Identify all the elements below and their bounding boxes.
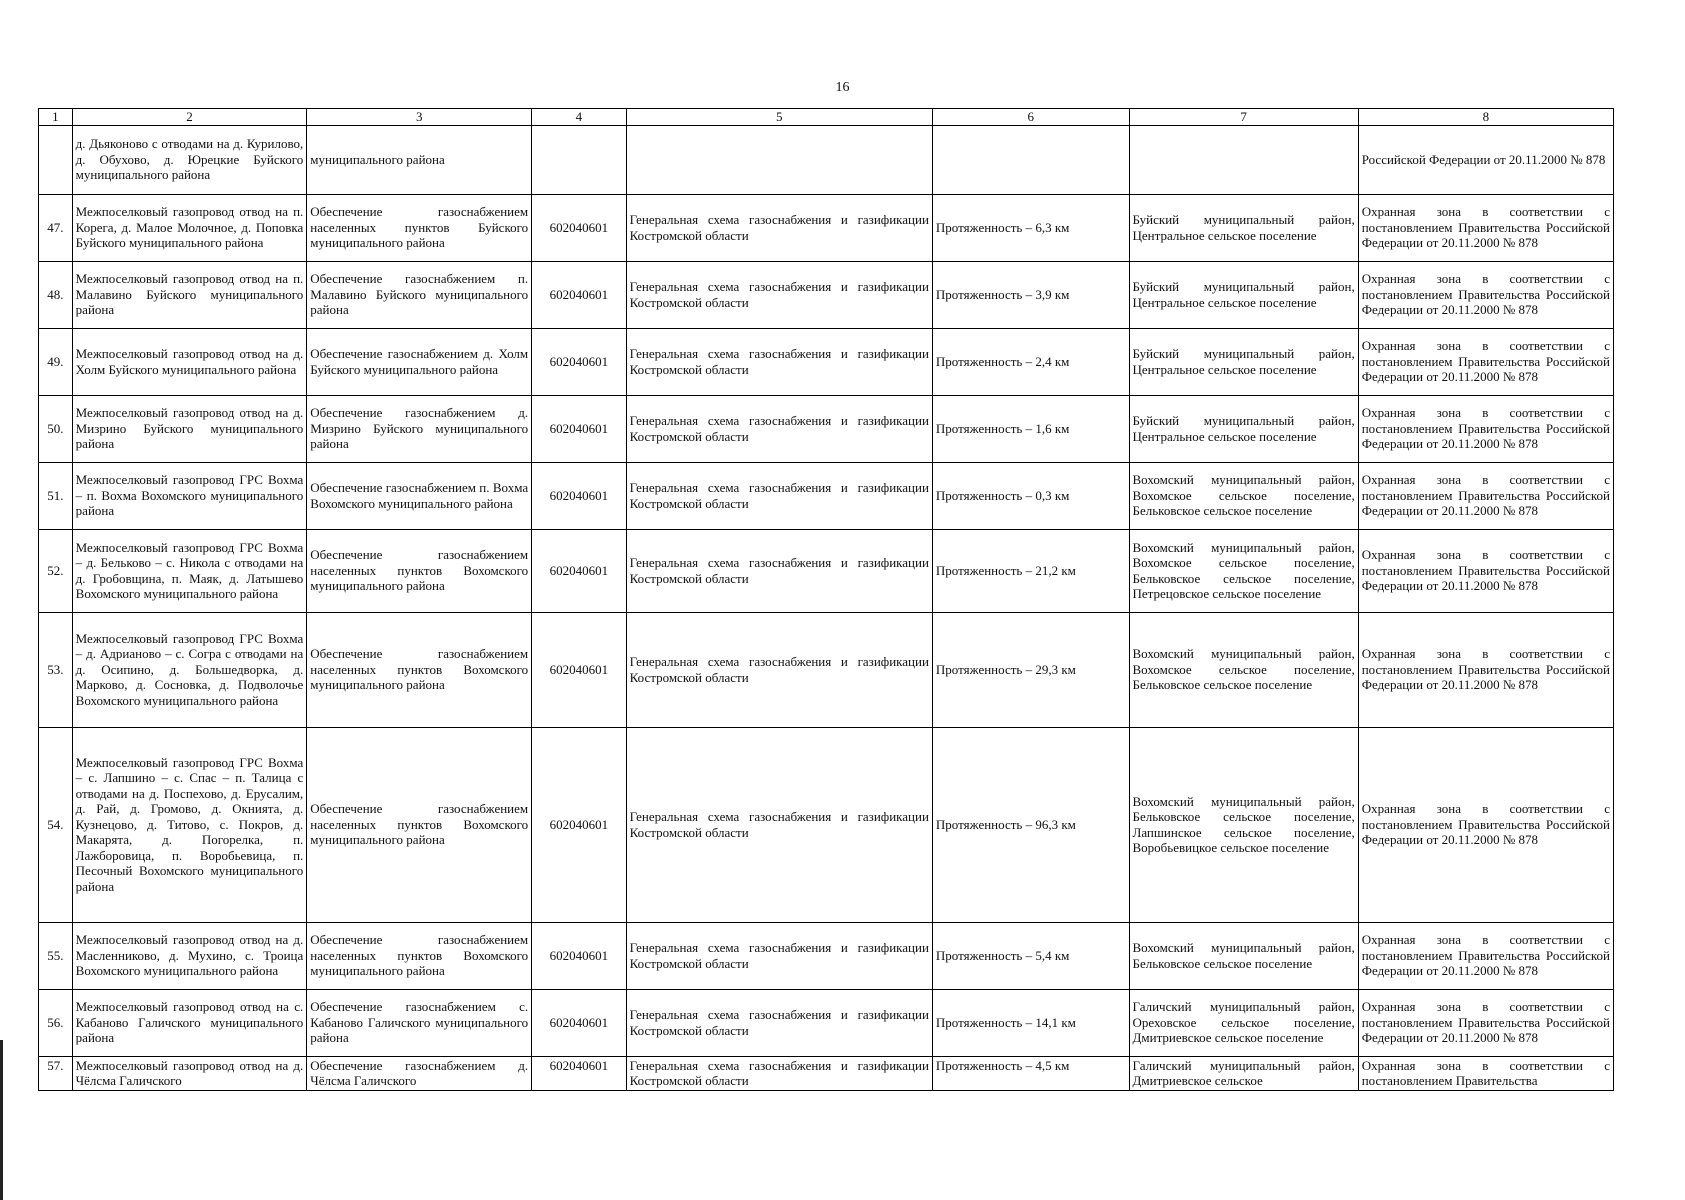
object-length: Протяженность – 0,3 км — [932, 462, 1129, 529]
object-name: Межпоселковый газопровод отвод на д. Холм Буйского муниципального района — [72, 328, 307, 395]
protection-zone: Охранная зона в соответствии с постановлением Правительства Российской Федерации от 20.11.2000 № 878 — [1358, 395, 1613, 462]
protection-zone: Охранная зона в соответствии с постановлением Правительства Российской Федерации от 20.11.2000 № 878 — [1358, 328, 1613, 395]
object-location — [1129, 125, 1358, 194]
source-document: Генеральная схема газоснабжения и газификации Костромской области — [626, 328, 932, 395]
object-purpose: муниципального района — [307, 125, 532, 194]
object-code: 602040601 — [532, 261, 627, 328]
object-location: Галичский муниципальный район, Дмитриевское сельское — [1129, 1056, 1358, 1090]
object-code: 602040601 — [532, 529, 627, 612]
object-location: Вохомский муниципальный район, Бельковское сельское поселение, Лапшинское сельское поселение, Воробьевицкое сельское поселение — [1129, 727, 1358, 922]
object-location: Вохомский муниципальный район, Вохомское сельское поселение, Бельковское сельское поселение — [1129, 462, 1358, 529]
table-row — [39, 462, 1614, 529]
table-row — [39, 328, 1614, 395]
protection-zone: Охранная зона в соответствии с постановлением Правительства Российской Федерации от 20.11.2000 № 878 — [1358, 462, 1613, 529]
table-row-continuation — [39, 125, 1614, 194]
row-number: 55. — [39, 922, 73, 989]
table-row — [39, 1056, 1614, 1090]
object-length: Протяженность – 29,3 км — [932, 612, 1129, 727]
object-location: Вохомский муниципальный район, Вохомское сельское поселение, Бельковское сельское поселение — [1129, 612, 1358, 727]
object-purpose: Обеспечение газоснабжением п. Вохма Вохомского муниципального района — [307, 462, 532, 529]
object-code: 602040601 — [532, 328, 627, 395]
source-document: Генеральная схема газоснабжения и газификации Костромской области — [626, 727, 932, 922]
object-code: 602040601 — [532, 395, 627, 462]
protection-zone: Охранная зона в соответствии с постановлением Правительства Российской Федерации от 20.11.2000 № 878 — [1358, 194, 1613, 261]
protection-zone: Охранная зона в соответствии с постановлением Правительства Российской Федерации от 20.11.2000 № 878 — [1358, 727, 1613, 922]
source-document: Генеральная схема газоснабжения и газификации Костромской области — [626, 989, 932, 1056]
object-code: 602040601 — [532, 989, 627, 1056]
source-document: Генеральная схема газоснабжения и газификации Костромской области — [626, 612, 932, 727]
object-code: 602040601 — [532, 922, 627, 989]
object-length: Протяженность – 2,4 км — [932, 328, 1129, 395]
object-purpose: Обеспечение газоснабжением населенных пунктов Вохомского муниципального района — [307, 529, 532, 612]
object-purpose: Обеспечение газоснабжением д. Мизрино Буйского муниципального района — [307, 395, 532, 462]
object-name: Межпоселковый газопровод ГРС Вохма – д. Бельково – с. Никола с отводами на д. Гробовщина, п. Маяк, д. Латышево Вохомского муниципального района — [72, 529, 307, 612]
column-header: 6 — [932, 109, 1129, 126]
object-name: Межпоселковый газопровод отвод на д. Мизрино Буйского муниципального района — [72, 395, 307, 462]
source-document: Генеральная схема газоснабжения и газификации Костромской области — [626, 922, 932, 989]
table-row — [39, 727, 1614, 922]
object-length: Протяженность – 14,1 км — [932, 989, 1129, 1056]
object-length: Протяженность – 1,6 км — [932, 395, 1129, 462]
row-number: 48. — [39, 261, 73, 328]
object-name: Межпоселковый газопровод ГРС Вохма – с. Лапшино – с. Спас – п. Талица с отводами на д. Поспехово, д. Ерусалим, д. Рай, д. Громово, д. Окнията, д. Кузнецово, д. Титово, с. Покров, д. Макарята, д. Погорелка, п. Лажборовица, п. Воробьевица, п. Песочный Вохомского муниципального района — [72, 727, 307, 922]
protection-zone: Охранная зона в соответствии с постановлением Правительства — [1358, 1056, 1613, 1090]
column-header: 2 — [72, 109, 307, 126]
object-name: Межпоселковый газопровод отвод на д. Чёлсма Галичского — [72, 1056, 307, 1090]
object-purpose: Обеспечение газоснабжением населенных пунктов Вохомского муниципального района — [307, 612, 532, 727]
object-code — [532, 125, 627, 194]
column-header: 4 — [532, 109, 627, 126]
object-purpose: Обеспечение газоснабжением населенных пунктов Вохомского муниципального района — [307, 922, 532, 989]
source-document: Генеральная схема газоснабжения и газификации Костромской области — [626, 529, 932, 612]
protection-zone: Охранная зона в соответствии с постановлением Правительства Российской Федерации от 20.11.2000 № 878 — [1358, 922, 1613, 989]
object-name: Межпоселковый газопровод отвод на д. Масленниково, д. Мухино, с. Троица Вохомского муниципального района — [72, 922, 307, 989]
row-number: 57. — [39, 1056, 73, 1090]
source-document: Генеральная схема газоснабжения и газификации Костромской области — [626, 1056, 932, 1090]
table-row — [39, 612, 1614, 727]
object-location: Вохомский муниципальный район, Вохомское сельское поселение, Бельковское сельское поселение, Петрецовское сельское поселение — [1129, 529, 1358, 612]
object-purpose: Обеспечение газоснабжением д. Чёлсма Галичского — [307, 1056, 532, 1090]
object-purpose: Обеспечение газоснабжением с. Кабаново Галичского муниципального района — [307, 989, 532, 1056]
object-code: 602040601 — [532, 194, 627, 261]
object-length: Протяженность – 96,3 км — [932, 727, 1129, 922]
row-number: 50. — [39, 395, 73, 462]
object-purpose: Обеспечение газоснабжением населенных пунктов Вохомского муниципального района — [307, 727, 532, 922]
source-document: Генеральная схема газоснабжения и газификации Костромской области — [626, 261, 932, 328]
row-number: 51. — [39, 462, 73, 529]
object-name: Межпоселковый газопровод отвод на с. Кабаново Галичского муниципального района — [72, 989, 307, 1056]
row-number — [39, 125, 73, 194]
object-location: Буйский муниципальный район, Центральное сельское поселение — [1129, 261, 1358, 328]
object-location: Буйский муниципальный район, Центральное сельское поселение — [1129, 194, 1358, 261]
object-name: Межпоселковый газопровод ГРС Вохма – д. Адрианово – с. Согра с отводами на д. Осипино, д. Большедворка, д. Марково, д. Сосновка, д. Подволочье Вохомского муниципального района — [72, 612, 307, 727]
protection-zone: Охранная зона в соответствии с постановлением Правительства Российской Федерации от 20.11.2000 № 878 — [1358, 989, 1613, 1056]
object-purpose: Обеспечение газоснабжением населенных пунктов Буйского муниципального района — [307, 194, 532, 261]
source-document: Генеральная схема газоснабжения и газификации Костромской области — [626, 194, 932, 261]
object-name: Межпоселковый газопровод отвод на п. Малавино Буйского муниципального района — [72, 261, 307, 328]
table-row — [39, 529, 1614, 612]
row-number: 49. — [39, 328, 73, 395]
object-location: Галичский муниципальный район, Ореховское сельское поселение, Дмитриевское сельское поселение — [1129, 989, 1358, 1056]
object-purpose: Обеспечение газоснабжением д. Холм Буйского муниципального района — [307, 328, 532, 395]
table-row — [39, 395, 1614, 462]
protection-zone: Российской Федерации от 20.11.2000 № 878 — [1358, 125, 1613, 194]
object-code: 602040601 — [532, 462, 627, 529]
column-header: 5 — [626, 109, 932, 126]
table-row — [39, 922, 1614, 989]
row-number: 56. — [39, 989, 73, 1056]
table-row — [39, 194, 1614, 261]
column-number-header-row — [39, 109, 1614, 126]
object-length: Протяженность – 6,3 км — [932, 194, 1129, 261]
column-header: 7 — [1129, 109, 1358, 126]
gas-pipeline-registry-table — [38, 108, 1614, 1091]
object-length — [932, 125, 1129, 194]
object-location: Буйский муниципальный район, Центральное сельское поселение — [1129, 328, 1358, 395]
protection-zone: Охранная зона в соответствии с постановлением Правительства Российской Федерации от 20.11.2000 № 878 — [1358, 612, 1613, 727]
source-document: Генеральная схема газоснабжения и газификации Костромской области — [626, 395, 932, 462]
object-length: Протяженность – 4,5 км — [932, 1056, 1129, 1090]
table-row — [39, 989, 1614, 1056]
object-length: Протяженность – 5,4 км — [932, 922, 1129, 989]
object-location: Вохомский муниципальный район, Бельковское сельское поселение — [1129, 922, 1358, 989]
object-code: 602040601 — [532, 1056, 627, 1090]
column-header: 1 — [39, 109, 73, 126]
object-name: д. Дьяконово с отводами на д. Курилово, д. Обухово, д. Юрецкие Буйского муниципального района — [72, 125, 307, 194]
protection-zone: Охранная зона в соответствии с постановлением Правительства Российской Федерации от 20.11.2000 № 878 — [1358, 261, 1613, 328]
row-number: 52. — [39, 529, 73, 612]
column-header: 8 — [1358, 109, 1613, 126]
object-code: 602040601 — [532, 727, 627, 922]
row-number: 53. — [39, 612, 73, 727]
source-document — [626, 125, 932, 194]
row-number: 47. — [39, 194, 73, 261]
scan-edge-mark — [0, 1040, 3, 1200]
row-number: 54. — [39, 727, 73, 922]
table-row — [39, 261, 1614, 328]
object-code: 602040601 — [532, 612, 627, 727]
source-document: Генеральная схема газоснабжения и газификации Костромской области — [626, 462, 932, 529]
object-purpose: Обеспечение газоснабжением п. Малавино Буйского муниципального района — [307, 261, 532, 328]
column-header: 3 — [307, 109, 532, 126]
object-length: Протяженность – 3,9 км — [932, 261, 1129, 328]
page-number: 16 — [835, 80, 850, 95]
protection-zone: Охранная зона в соответствии с постановлением Правительства Российской Федерации от 20.11.2000 № 878 — [1358, 529, 1613, 612]
object-name: Межпоселковый газопровод ГРС Вохма – п. Вохма Вохомского муниципального района — [72, 462, 307, 529]
object-length: Протяженность – 21,2 км — [932, 529, 1129, 612]
object-location: Буйский муниципальный район, Центральное сельское поселение — [1129, 395, 1358, 462]
object-name: Межпоселковый газопровод отвод на п. Корега, д. Малое Молочное, д. Поповка Буйского муниципального района — [72, 194, 307, 261]
